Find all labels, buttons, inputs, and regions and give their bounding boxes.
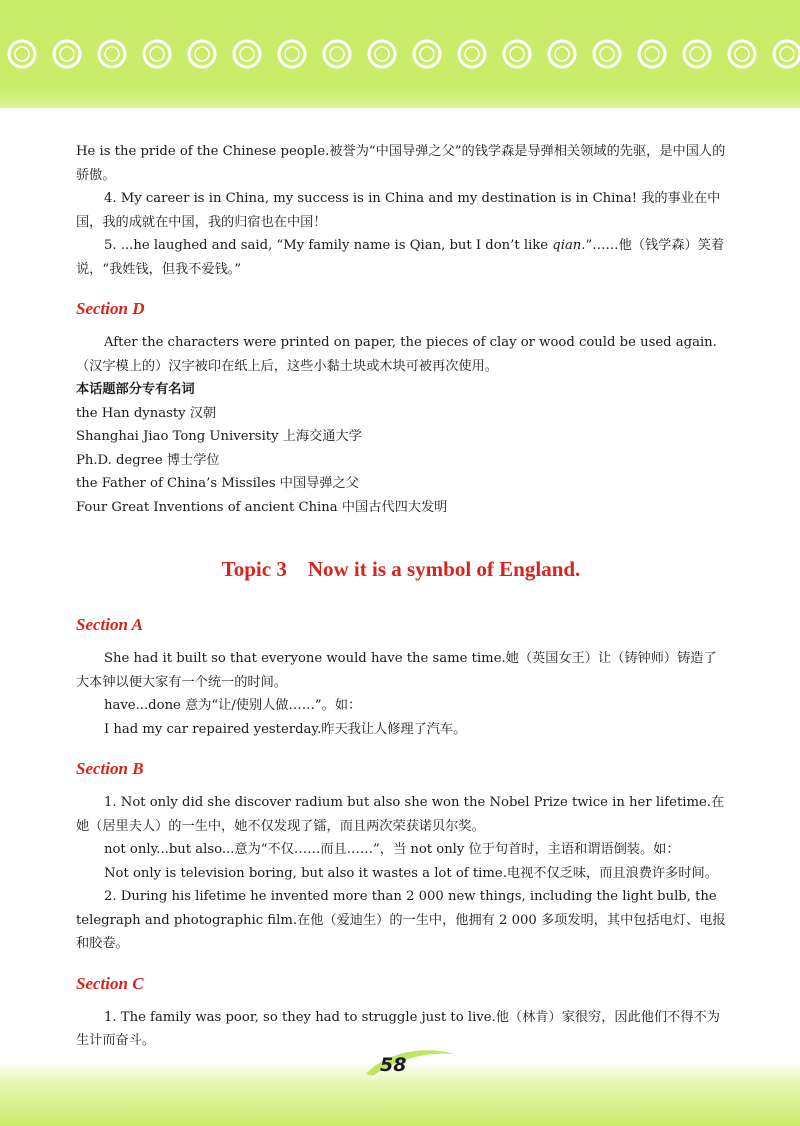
paragraph-pride: He is the pride of the Chinese people.被誉为“中国导弹之父”的钱学森是导弹相关领域的先驱，是中国人的骄傲。: [76, 144, 726, 183]
ring-circle-icon: [240, 47, 254, 61]
section-c-line: 1. The family was poor, so they had to struggle just to live.他（林肯）家很穷，因此他们不得不为生计而奋斗。: [76, 1009, 720, 1048]
ring-circle-icon: [420, 47, 434, 61]
glossary-item: Four Great Inventions of ancient China 中国古代四大发明: [76, 499, 448, 515]
ring-circle-icon: [690, 47, 704, 61]
ring-circle-icon: [150, 47, 164, 61]
item5-after: .”……他（钱学森）笑着说，“我姓钱，但我不爱钱。”: [76, 238, 725, 277]
ring-circle-icon: [369, 41, 395, 67]
glossary-item: Shanghai Jiao Tong University 上海交通大学: [76, 429, 362, 444]
leaf-swoosh-icon: [358, 1044, 458, 1088]
ring-circle-icon: [9, 41, 35, 67]
topic-title: Topic 3 Now it is a symbol of England.: [221, 557, 581, 581]
glossary-item: Ph.D. degree 博士学位: [76, 452, 220, 468]
ring-circle-icon: [54, 41, 80, 67]
ring-circle-icon: [324, 41, 350, 67]
ring-circle-icon: [729, 41, 755, 67]
page-number: 58: [380, 1054, 407, 1076]
section-a-line: have...done 意为“让/使别人做……”。如：: [104, 698, 362, 713]
ring-circle-icon: [144, 41, 170, 67]
paragraph-item5: [76, 234, 726, 281]
glossary-item: the Han dynasty 汉朝: [76, 405, 217, 421]
ring-circle-icon: [414, 41, 440, 67]
section-d-text: After the characters were printed on paper, the pieces of clay or wood could be used again.（汉字模上的）汉字被印在纸上后，这些小黏土块或木块可被再次使用。: [76, 335, 717, 374]
item5-italic: qian: [552, 238, 582, 253]
page-content: [76, 140, 726, 1053]
ring-circle-icon: [504, 41, 530, 67]
ring-circle-icon: [99, 41, 125, 67]
ring-circle-icon: [60, 47, 74, 61]
section-b-line: Not only is television boring, but also it wastes a lot of time.电视不仅乏味，而且浪费许多时间。: [104, 865, 718, 881]
ring-circle-icon: [0, 0, 800, 108]
section-d-heading: Section D: [76, 299, 145, 318]
ring-circle-icon: [684, 41, 710, 67]
section-b-line: 2. During his lifetime he invented more than 2 000 new things, including the light bulb, the telegraph and photographic film.在他（爱迪生）的一生中，他拥有 2 000 多项发明，其中包括电灯、电报和胶卷。: [76, 889, 726, 951]
ring-circle-icon: [510, 47, 524, 61]
section-c-heading: Section C: [76, 973, 144, 993]
ring-circle-icon: [279, 41, 305, 67]
section-b-line: 1. Not only did she discover radium but also she won the Nobel Prize twice in her lifetime.在她（居里夫人）的一生中，她不仅发现了镭，而且两次荣获诺贝尔奖。: [76, 795, 725, 834]
glossary-heading: 本话题部分专有名词: [76, 382, 195, 397]
ring-circle-icon: [735, 47, 749, 61]
ring-circle-icon: [195, 47, 209, 61]
ring-circle-icon: [465, 47, 479, 61]
ring-circle-icon: [774, 41, 800, 67]
ring-circle-icon: [600, 47, 614, 61]
glossary-item: the Father of China’s Missiles 中国导弹之父: [76, 476, 359, 491]
ring-circle-icon: [639, 41, 665, 67]
ring-circle-icon: [285, 47, 299, 61]
ring-circle-icon: [555, 47, 569, 61]
ring-circle-icon: [459, 41, 485, 67]
ring-circle-icon: [594, 41, 620, 67]
ring-circle-icon: [189, 41, 215, 67]
ring-circle-icon: [549, 41, 575, 67]
ring-circle-icon: [234, 41, 260, 67]
header-band: [0, 0, 800, 108]
page-number-badge: [358, 1044, 458, 1088]
ring-circle-icon: [645, 47, 659, 61]
ring-circle-icon: [375, 47, 389, 61]
section-b-heading: Section B: [76, 759, 144, 778]
section-a-line: She had it built so that everyone would have the same time.她（英国女王）让（铸钟师）铸造了大本钟以便大家有一个统一的时间。: [76, 651, 717, 690]
ring-circle-icon: [105, 47, 119, 61]
section-b-line: not only...but also...意为“不仅……而且……”，当 not only 位于句首时，主语和谓语倒装。如：: [104, 842, 680, 857]
ring-circle-icon: [780, 47, 794, 61]
ring-circle-icon: [15, 47, 29, 61]
section-a-heading: Section A: [76, 615, 143, 634]
section-a-line: I had my car repaired yesterday.昨天我让人修理了汽车。: [104, 721, 467, 737]
paragraph-career: 4. My career is in China, my success is in China and my destination is in China! 我的事业在中国，我的成就在中国，我的归宿也在中国！: [76, 191, 721, 230]
ring-circle-icon: [330, 47, 344, 61]
item5-before: 5. ...he laughed and said, “My family name is Qian, but I don’t like: [104, 238, 553, 253]
